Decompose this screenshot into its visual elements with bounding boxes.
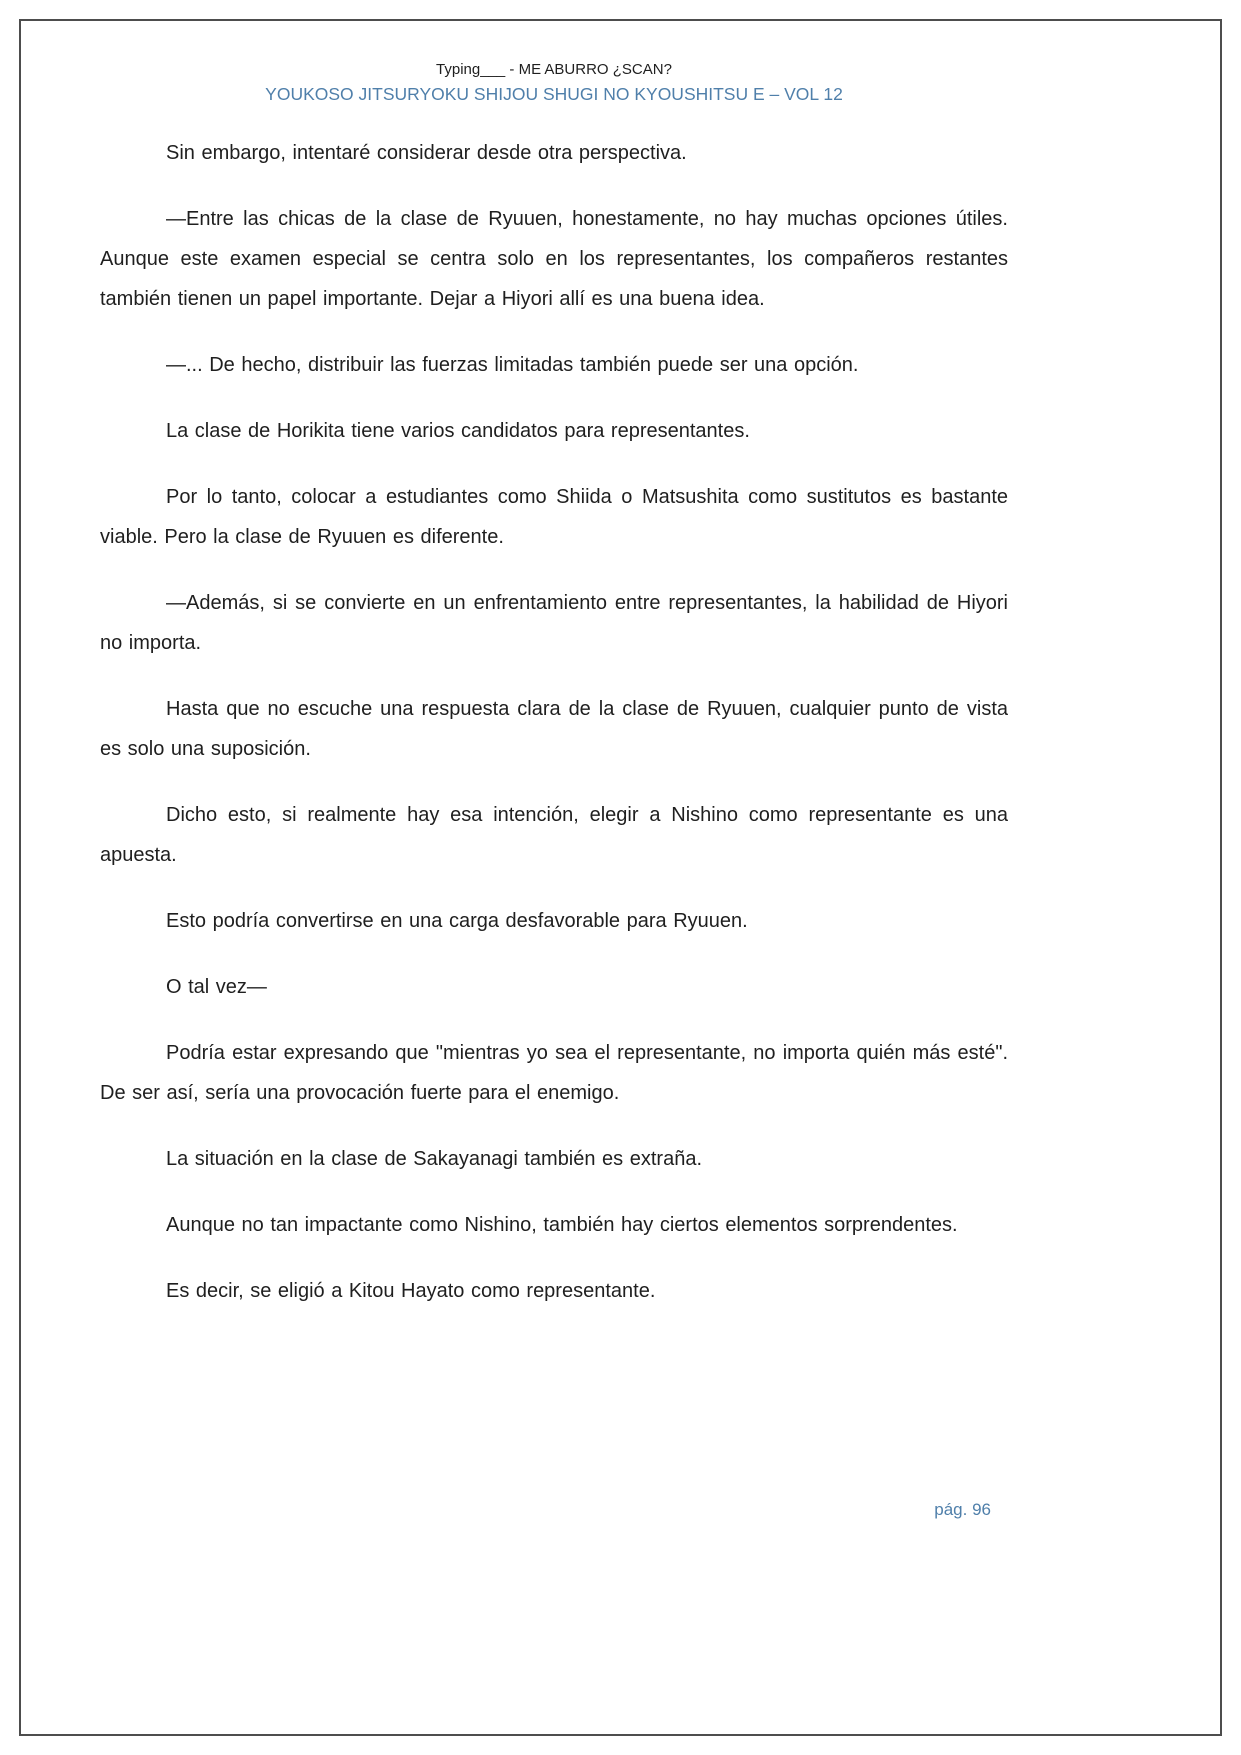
page-number: pág. 96 [934, 1500, 991, 1519]
paragraph: Por lo tanto, colocar a estudiantes como Shiida o Matsushita como sustitutos es bastante viable. Pero la clase de Ryuuen es diferente. [100, 486, 1008, 548]
paragraph: O tal vez— [166, 976, 267, 998]
paragraph: Dicho esto, si realmente hay esa intención, elegir a Nishino como representante es una apuesta. [100, 804, 1008, 866]
paragraph: La clase de Horikita tiene varios candidatos para representantes. [166, 420, 750, 442]
paragraph: Sin embargo, intentaré considerar desde otra perspectiva. [166, 142, 687, 164]
paragraph: Esto podría convertirse en una carga desfavorable para Ryuuen. [166, 910, 748, 932]
paragraph: —Entre las chicas de la clase de Ryuuen, honestamente, no hay muchas opciones útiles. Aunque este examen especial se centra solo en los representantes, los compañeros restantes también tienen un papel importante. Dejar a Hiyori allí es una buena idea. [100, 208, 1008, 310]
paragraph: —Además, si se convierte en un enfrentamiento entre representantes, la habilidad de Hiyori no importa. [100, 592, 1008, 654]
body-text [100, 133, 1008, 1311]
document-header [100, 60, 1008, 105]
header-scan-credit: Typing___ - ME ABURRO ¿SCAN? [436, 61, 672, 78]
paragraph: Hasta que no escuche una respuesta clara de la clase de Ryuuen, cualquier punto de vista es solo una suposición. [100, 698, 1008, 760]
header-volume-title: YOUKOSO JITSURYOKU SHIJOU SHUGI NO KYOUSHITSU E – VOL 12 [265, 84, 843, 104]
paragraph: Es decir, se eligió a Kitou Hayato como representante. [166, 1280, 656, 1302]
paragraph: La situación en la clase de Sakayanagi también es extraña. [166, 1148, 703, 1170]
paragraph: —... De hecho, distribuir las fuerzas limitadas también puede ser una opción. [166, 354, 859, 376]
paragraph: Podría estar expresando que "mientras yo sea el representante, no importa quién más esté". De ser así, sería una provocación fuerte para el enemigo. [100, 1042, 1008, 1104]
paragraph: Aunque no tan impactante como Nishino, también hay ciertos elementos sorprendentes. [166, 1214, 958, 1236]
page-content [100, 60, 1008, 1337]
